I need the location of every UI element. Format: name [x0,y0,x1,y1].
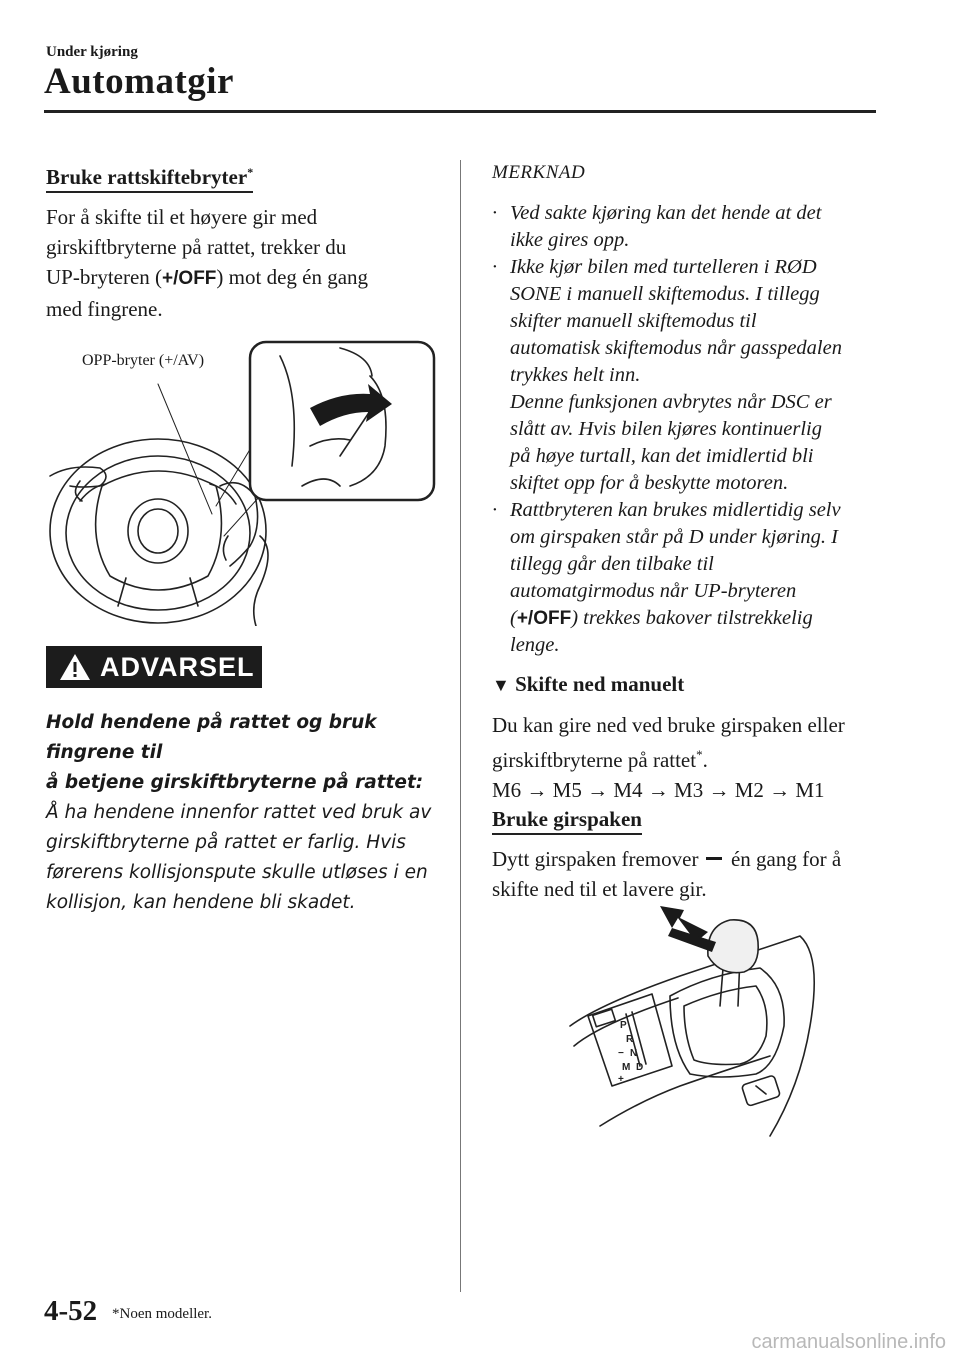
plus-off-symbol: +/OFF [516,608,572,629]
page-title: Automatgir [44,61,234,102]
steering-wheel-illustration [40,336,440,626]
gate-letter-m: M [622,1062,631,1073]
gear-lever-illustration [560,896,860,1146]
note-item: · Ved sakte kjøring kan det hende at det ikke gires opp. [492,202,822,251]
left-heading: Bruke rattskiftebryter* [46,166,253,193]
gate-letter-plus: + [618,1074,624,1085]
lever-heading: Bruke girspaken [492,808,642,835]
warning-label: ADVARSEL [100,651,255,682]
minus-symbol-icon [706,857,722,860]
watermark: carmanualsonline.info [751,1331,946,1353]
triangle-down-icon: ▼ [492,675,510,695]
downshift-text: Du kan gire ned ved bruke girspaken eller girskiftbryterne på rattet*. M6 → M5 → M4 → M3 → M2 → M1 [492,710,912,805]
gate-letter-r: R [626,1034,634,1045]
warning-banner [46,646,262,688]
footnote: *Noen modeller. [112,1306,212,1322]
gate-letter-minus: − [618,1048,624,1059]
gate-letter-n: N [630,1048,638,1059]
note-heading: MERKNAD [492,162,586,183]
lever-text: Dytt girspaken fremover én gang for å skifte ned til et lavere gir. [492,847,842,901]
page-number: 4-52 [44,1295,98,1327]
title-rule [44,110,876,113]
warning-text: Hold hendene på rattet og bruk fingrene til å betjene girskiftbryterne på rattet: Å ha hendene innenfor rattet ved bruk av girskiftbryterne på rattet er farlig. Hvis førerens kollisjonspute skulle utløses i en kollisjon, kan hendene bli skadet. [46,712,432,913]
note-item: · Ikke kjør bilen med turtelleren i RØD SONE i manuell skiftemodus. I tillegg skifter manuell skiftemodus til automatisk skiftemodus når gasspedalen trykkes helt inn. Denne funksjonen avbrytes når DSC er slått av. Hvis bilen kjøres kontinuerlig på høye turtall, kan det imidlertid bli skiftet opp for å beskytte motoren. [492,256,842,494]
left-intro: For å skifte til et høyere gir med girskiftbryterne på rattet, trekker du UP-bryteren (+/OFF) mot deg én gang med fingrene. [46,205,369,321]
note-item: · Rattbryteren kan brukes midlertidig selv om girspaken står på D under kjøring. I tillegg går den tilbake til automatgirmodus når UP-bryteren (+/OFF) trekkes bakover tilstrekkelig lenge. [492,499,841,656]
warning-triangle-icon [58,652,92,682]
section-heading: ▼ Skifte ned manuelt [492,672,685,696]
section-label: Under kjøring [46,44,138,60]
figure-label: OPP-bryter (+/AV) [82,352,205,369]
plus-off-symbol: +/OFF [162,268,217,289]
gate-letter-p: P [620,1020,627,1031]
gear-sequence: M6 → M5 → M4 → M3 → M2 → M1 [492,778,825,802]
gate-letter-d: D [636,1062,644,1073]
column-divider [460,160,461,1292]
note-list [492,200,892,659]
